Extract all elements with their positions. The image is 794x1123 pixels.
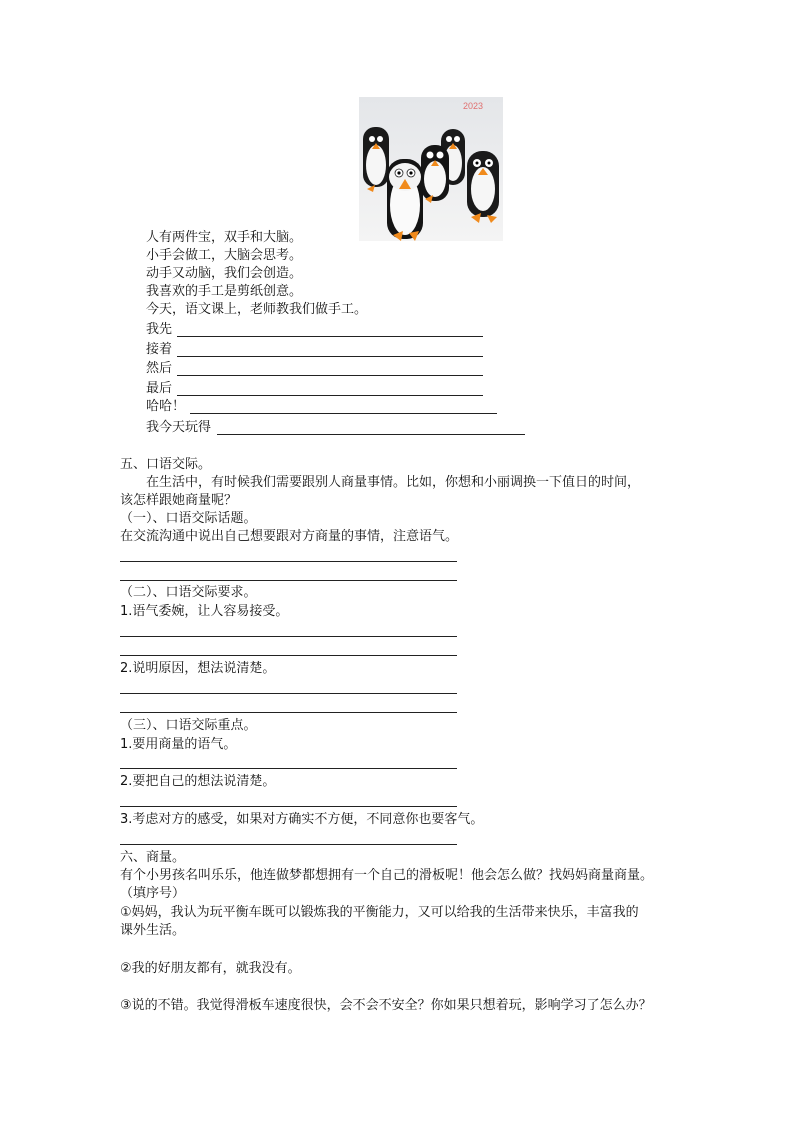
step-last-blank[interactable]	[177, 395, 483, 396]
section5-title: 五、口语交际。	[120, 457, 212, 472]
section5-req2: 2.说明原因，想法说清楚。	[120, 661, 276, 676]
section5-intro-line1: 在生活中，有时候我们需要跟别人商量事情。比如，你想和小丽调换一下值日的时间，	[146, 475, 641, 490]
section5-intro-line2: 该怎样跟她商量呢？	[120, 493, 238, 508]
penguin-right	[467, 151, 499, 223]
section6-intro: 有个小男孩名叫乐乐，他连做梦都想拥有一个自己的滑板呢！他会怎么做？找妈妈商量商量。	[120, 868, 654, 883]
section5-key2: 2.要把自己的想法说清楚。	[120, 774, 276, 789]
section5-topic-heading: （一）、口语交际话题。	[120, 511, 257, 526]
step-after-blank[interactable]	[177, 375, 483, 376]
penguin-front	[387, 159, 423, 241]
poem-line-3: 动手又动脑，我们会创造。	[146, 266, 303, 281]
step-haha-label: 哈哈！	[146, 399, 186, 414]
step-first-label: 我先	[146, 322, 173, 337]
penguin-craft-photo	[359, 97, 503, 241]
section6-note: （填序号）	[120, 886, 186, 901]
poem-line-5: 今天，语文课上，老师教我们做手工。	[146, 302, 368, 317]
req2-answer-line-1[interactable]	[120, 693, 457, 694]
req1-answer-line-1[interactable]	[120, 636, 457, 637]
photo-watermark: 2023	[463, 101, 484, 111]
poem-line-1: 人有两件宝，双手和大脑。	[146, 230, 303, 245]
section5-req-heading: （二）、口语交际要求。	[120, 585, 257, 600]
penguin-craft-illustration	[359, 97, 503, 241]
key1-answer-line[interactable]	[120, 768, 457, 769]
step-haha-blank[interactable]	[190, 413, 497, 414]
section5-key-heading: （三）、口语交际重点。	[120, 718, 257, 733]
topic-answer-line-2[interactable]	[120, 580, 457, 581]
section6-item1-line2: 课外生活。	[120, 923, 186, 938]
section6-item3: ③说的不错。我觉得滑板车速度很快，会不会不安全？你如果只想着玩，影响学习了怎么办？	[120, 998, 652, 1013]
penguin-back-left	[363, 127, 389, 192]
topic-answer-line-1[interactable]	[120, 561, 457, 562]
step-then-blank[interactable]	[177, 356, 483, 357]
section6-item2: ②我的好朋友都有，就我没有。	[120, 961, 301, 976]
section6-item1-line1: ①妈妈，我认为玩平衡车既可以锻炼我的平衡能力，又可以给我的生活带来快乐，丰富我的	[120, 905, 639, 920]
step-today-blank[interactable]	[217, 434, 525, 435]
step-after-label: 然后	[146, 361, 173, 376]
step-today-label: 我今天玩得	[146, 420, 212, 435]
poem-line-4: 我喜欢的手工是剪纸创意。	[146, 284, 303, 299]
step-then-label: 接着	[146, 342, 173, 357]
key2-answer-line[interactable]	[120, 806, 457, 807]
req1-answer-line-2[interactable]	[120, 655, 457, 656]
section5-topic-text: 在交流沟通中说出自己想要跟对方商量的事情，注意语气。	[120, 529, 459, 544]
section5-key3: 3.考虑对方的感受，如果对方确实不方便，不同意你也要客气。	[120, 812, 484, 827]
section5-key1: 1.要用商量的语气。	[120, 737, 237, 752]
step-last-label: 最后	[146, 381, 173, 396]
step-first-blank[interactable]	[177, 336, 483, 337]
section6-title: 六、商量。	[120, 850, 186, 865]
req2-answer-line-2[interactable]	[120, 712, 457, 713]
key3-answer-line[interactable]	[120, 844, 457, 845]
section5-req1: 1.语气委婉，让人容易接受。	[120, 604, 289, 619]
poem-line-2: 小手会做工，大脑会思考。	[146, 248, 303, 263]
penguin-mid	[421, 145, 449, 203]
